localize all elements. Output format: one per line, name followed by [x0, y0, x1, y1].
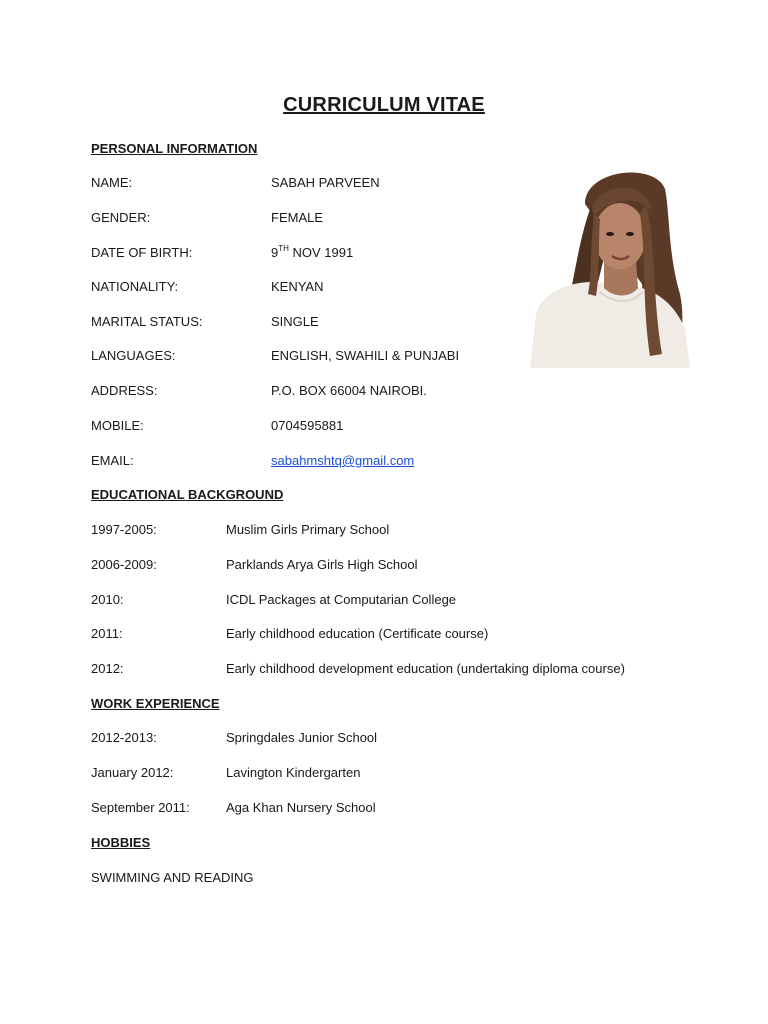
entry-value: Lavington Kindergarten	[226, 765, 361, 780]
entry-value: Aga Khan Nursery School	[226, 800, 376, 815]
profile-photo	[530, 164, 690, 368]
section-heading-education: EDUCATIONAL BACKGROUND	[91, 487, 284, 502]
field-label: MOBILE:	[91, 418, 144, 433]
field-value: SINGLE	[271, 314, 319, 329]
field-value: P.O. BOX 66004 NAIROBI.	[271, 383, 427, 398]
entry-value: Springdales Junior School	[226, 730, 378, 745]
field-label: EMAIL:	[91, 453, 134, 468]
email-link[interactable]: sabahmshtq@gmail.com	[271, 453, 415, 468]
field-label: NATIONALITY:	[91, 279, 179, 294]
period-label: September 2011:	[91, 800, 190, 815]
dob-rest: NOV 1991	[288, 245, 354, 260]
field-value: KENYAN	[271, 279, 324, 294]
field-value: 0704595881	[271, 418, 344, 433]
period-label: 2012:	[91, 661, 124, 676]
period-label: January 2012:	[91, 765, 174, 780]
period-label: 2012-2013:	[91, 730, 157, 745]
field-label: LANGUAGES:	[91, 348, 176, 363]
portrait-image	[530, 164, 690, 368]
field-label: DATE OF BIRTH:	[91, 245, 193, 260]
entry-value: Muslim Girls Primary School	[226, 522, 390, 537]
period-label: 2006-2009:	[91, 557, 157, 572]
dob-day: 9	[271, 245, 279, 260]
field-label: NAME:	[91, 175, 133, 190]
field-value	[271, 244, 353, 262]
period-label: 2010:	[91, 592, 124, 607]
period-label: 1997-2005:	[91, 522, 157, 537]
document-title: CURRICULUM VITAE	[283, 94, 485, 116]
hobbies-text: SWIMMING AND READING	[91, 870, 254, 885]
dob-suffix: TH	[278, 244, 289, 253]
section-heading-personal: PERSONAL INFORMATION	[91, 141, 258, 156]
entry-value: Early childhood development education (undertaking diploma course)	[226, 661, 625, 676]
entry-value: ICDL Packages at Computarian College	[226, 592, 457, 607]
section-heading-work: WORK EXPERIENCE	[91, 696, 220, 711]
period-label: 2011:	[91, 626, 123, 641]
field-value: ENGLISH, SWAHILI & PUNJABI	[271, 348, 460, 363]
field-value: FEMALE	[271, 210, 324, 225]
field-label: GENDER:	[91, 210, 151, 225]
entry-value: Early childhood education (Certificate course)	[226, 626, 489, 641]
section-heading-hobbies: HOBBIES	[91, 835, 151, 850]
field-value: SABAH PARVEEN	[271, 175, 380, 190]
entry-value: Parklands Arya Girls High School	[226, 557, 418, 572]
field-label: ADDRESS:	[91, 383, 158, 398]
field-label: MARITAL STATUS:	[91, 314, 203, 329]
